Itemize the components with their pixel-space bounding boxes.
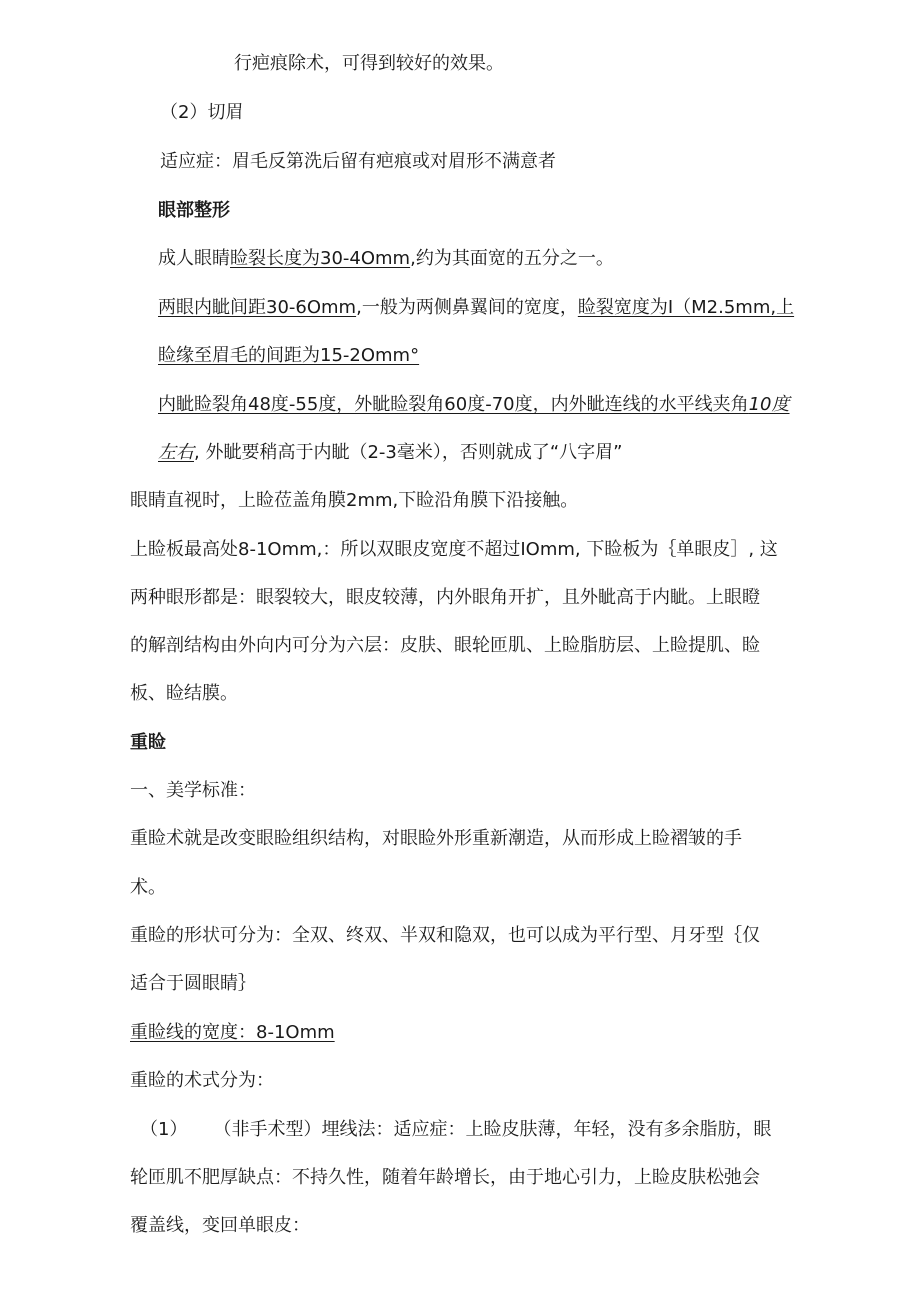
paragraph-line: 适合于圆眼睛｝: [130, 973, 256, 994]
paragraph-line: 两种眼形都是：眼裂较大，眼皮较薄，内外眼角开扩，且外眦高于内眦。上眼瞪: [130, 587, 760, 608]
text-span: , 外眦要稍高于内眦（2-3毫米），否则就成了“八字眉”: [194, 442, 623, 463]
list-number: （1）: [140, 1119, 188, 1140]
subheading-aesthetic-standard: 一、美学标准：: [130, 780, 256, 801]
paragraph-line: 适应症：眉毛反第洗后留有疤痕或对眉形不满意者: [160, 151, 556, 172]
subheading-cut-eyebrow: （2）切眉: [160, 102, 244, 123]
underlined-text: 内眦睑裂角48度-55度，外眦睑裂角60度-70度，内外眦连线的水平线夹角: [158, 394, 749, 415]
paragraph-line: 重睑术就是改变眼睑组织结构，对眼睑外形重新潮造，从而形成上睑褶皱的手: [130, 828, 742, 849]
paragraph-line: [158, 246, 614, 272]
paragraph-line: 板、睑结膜。: [130, 683, 238, 704]
paragraph-line: 轮匝肌不肥厚缺点：不持久性，随着年龄增长，由于地心引力，上睑皮肤松弛会: [130, 1167, 760, 1188]
paragraph-line: 重睑线的宽度：8-1Omm: [130, 1022, 335, 1043]
paragraph-line: 上睑板最高处8-1Omm,：所以双眼皮宽度不超过IOmm, 下睑板为｛单眼皮］, 这: [130, 539, 778, 560]
paragraph-line: [158, 295, 794, 321]
section-heading-eye-plastic: 眼部整形: [158, 200, 230, 221]
underlined-text: 睑裂宽度为I（M2.5mm,上: [577, 297, 795, 318]
underlined-italic-text: 10度: [748, 394, 790, 415]
underlined-italic-text: 左右: [158, 442, 194, 463]
paragraph-line: 睑缘至眉毛的间距为15-2Omm°: [158, 345, 420, 366]
paragraph-line: 眼睛直视时，上睑莅盖角膜2mm,下睑沿角膜下沿接触。: [130, 490, 579, 511]
paragraph-line: [158, 440, 623, 466]
paragraph-line: [158, 392, 790, 418]
section-heading-double-eyelid: 重睑: [130, 732, 166, 753]
paragraph-line: 行疤痕除术，可得到较好的效果。: [234, 53, 504, 74]
underlined-text: 两眼内眦间距30-6Omm: [158, 297, 357, 318]
paragraph-line: 覆盖线，变回单眼皮：: [130, 1215, 310, 1236]
paragraph-line: 重睑的形状可分为：全双、终双、半双和隐双，也可以成为平行型、月牙型｛仅: [130, 925, 760, 946]
paragraph-line: 重睑的术式分为：: [130, 1070, 274, 1091]
underlined-text: 睑裂长度为30-4Omm: [230, 248, 411, 269]
paragraph-line: [140, 1117, 771, 1143]
text-span: ,一般为两侧鼻翼间的宽度，: [356, 297, 578, 318]
text-span: （非手术型）埋线法：适应症：上睑皮肤薄，年轻，没有多余脂肪，眼: [213, 1119, 772, 1140]
text-span: ,约为其面宽的五分之一。: [410, 248, 614, 269]
paragraph-line: 的解剖结构由外向内可分为六层：皮肤、眼轮匝肌、上睑脂肪层、上睑提肌、睑: [130, 635, 760, 656]
paragraph-line: 术。: [130, 877, 166, 898]
text-span: 成人眼睛: [158, 248, 230, 269]
